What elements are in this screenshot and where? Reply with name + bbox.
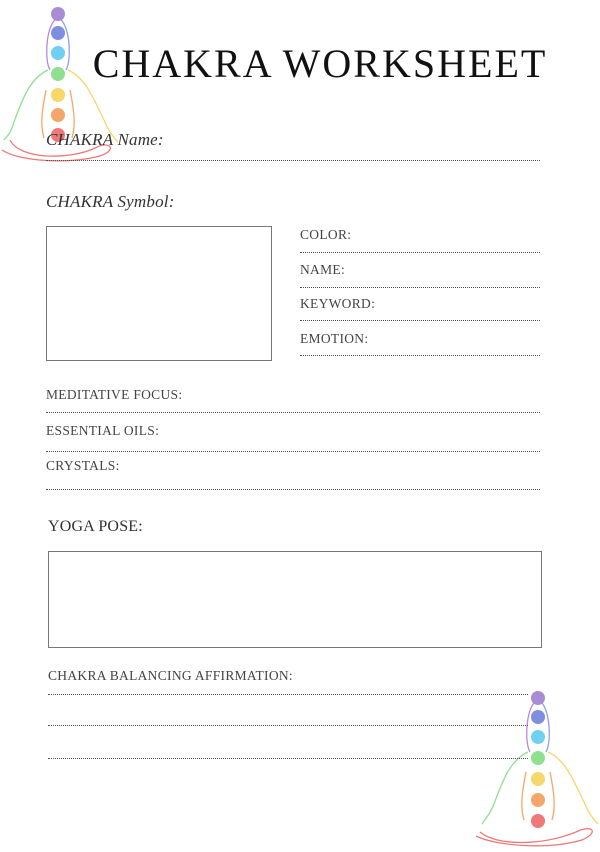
meditative-focus-label: MEDITATIVE FOCUS: [46,387,183,402]
chakra-symbol-label: CHAKRA Symbol: [46,192,175,211]
page-title: CHAKRA WORKSHEET [92,41,548,86]
name-label: NAME: [300,262,345,277]
color-label: COLOR: [300,227,352,242]
keyword-label: KEYWORD: [300,296,376,311]
keyword-line[interactable] [300,320,540,321]
affirmation-line-1[interactable] [48,694,528,695]
chakra-symbol-box[interactable] [46,226,272,361]
crystals-label: CRYSTALS: [46,458,120,473]
affirmation-label: CHAKRA BALANCING AFFIRMATION: [48,668,293,683]
emotion-label: EMOTION: [300,331,369,346]
affirmation-line-3[interactable] [48,758,528,759]
essential-oils-line[interactable] [46,451,540,452]
color-line[interactable] [300,252,540,253]
name-line[interactable] [300,287,540,288]
chakra-dots-bottom [531,691,545,828]
meditation-figure-bottom-icon [472,682,600,852]
yoga-pose-box[interactable] [48,551,542,648]
essential-oils-label: ESSENTIAL OILS: [46,423,160,438]
chakra-name-label: CHAKRA Name: [46,130,164,149]
crystals-line[interactable] [46,489,540,490]
meditative-focus-line[interactable] [46,412,540,413]
emotion-line[interactable] [300,355,540,356]
affirmation-line-2[interactable] [48,725,528,726]
yoga-pose-label: YOGA POSE: [48,518,143,535]
chakra-name-line[interactable] [46,160,540,161]
